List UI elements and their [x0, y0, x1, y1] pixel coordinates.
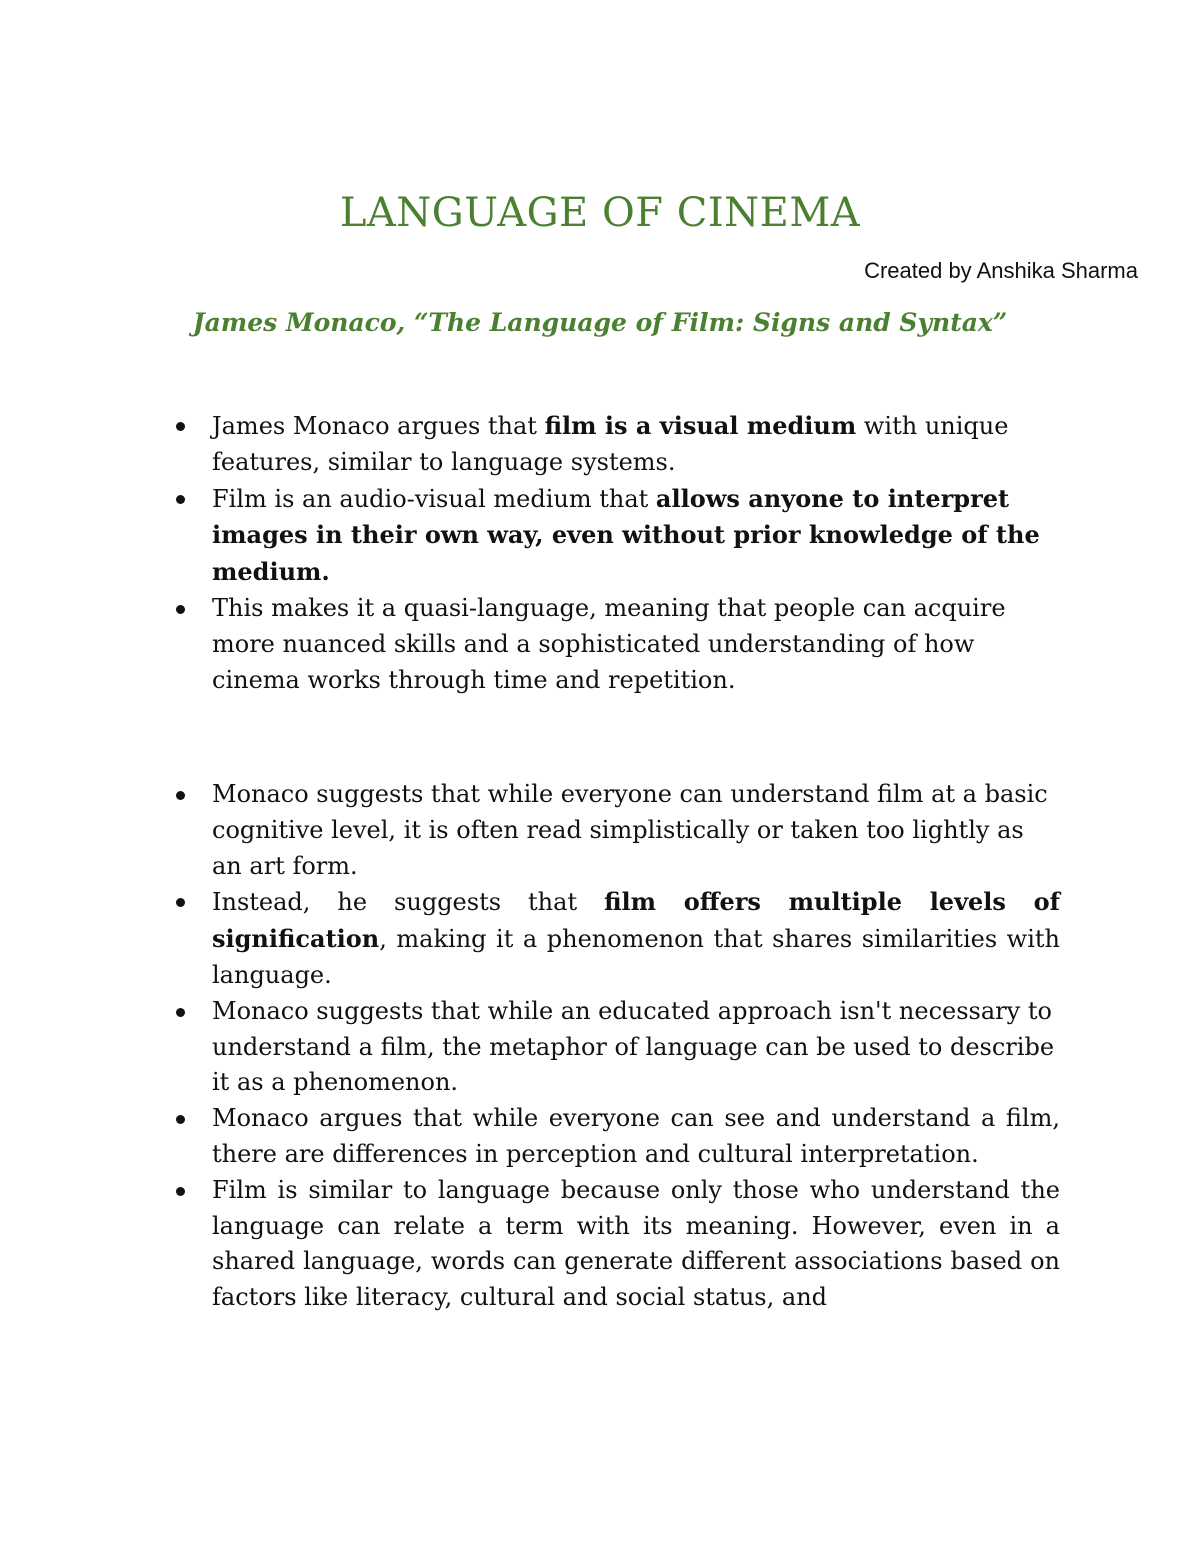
bullet-marker [176, 1008, 185, 1017]
bullet-marker [176, 495, 185, 504]
body-text: Monaco suggests that while everyone can understand film at a basic cognitive level, it is often read simplistically or taken too lightly as an art form. [212, 780, 1048, 880]
bullet-item [212, 994, 1060, 1101]
bullet-item [212, 591, 1060, 698]
bullet-marker [176, 422, 185, 431]
bold-text: allows anyone to interpret images in their own way, even without prior knowledge of the medium. [212, 483, 1040, 587]
section-subtitle: James Monaco, “The Language of Film: Signs and Syntax” [192, 308, 1008, 337]
body-text: James Monaco argues that [212, 412, 545, 440]
bold-text: film offers multiple levels of signification [212, 887, 1060, 954]
body-text: Monaco suggests that while an educated approach isn't necessary to understand a film, the metaphor of language can be used to describe it as a phenomenon. [212, 996, 1055, 1097]
bullet-list-main [212, 777, 1060, 1316]
bullet-item [212, 777, 1060, 884]
bold-text: film is a visual medium [544, 411, 857, 440]
body-text: Monaco argues that while everyone can see and understand a film, there are differences in perception and cultural interpretation. [212, 1104, 1060, 1168]
body-text: Instead, he suggests that [212, 888, 605, 917]
bullet-item [212, 884, 1060, 993]
page-title: LANGUAGE OF CINEMA [339, 190, 861, 236]
body-text: This makes it a quasi-language, meaning that people can acquire more nuanced skills and a sophisticated understanding of how cinema works through time and repetition. [212, 593, 1006, 694]
body-text: with unique features, similar to language systems. [212, 412, 1009, 476]
bullet-item [212, 1101, 1060, 1173]
author-credit: Created by Anshika Sharma [864, 258, 1138, 283]
bullet-marker [176, 791, 185, 800]
body-text: Film is similar to language because only those who understand the language can relate a term with its meaning. However, even in a shared language, words can generate different associations based on factors like literacy, cultural and social status, and [212, 1175, 1060, 1312]
bullet-list-intro [212, 408, 1060, 698]
bullet-item [212, 481, 1060, 591]
bullet-marker [176, 1115, 185, 1124]
bullet-marker [176, 1187, 185, 1196]
body-text: , making it a phenomenon that shares similarities with language. [212, 925, 1060, 989]
body-text: Film is an audio-visual medium that [212, 484, 656, 513]
bullet-marker [176, 605, 185, 614]
bullet-marker [176, 898, 185, 907]
bullet-item [212, 1173, 1060, 1316]
bullet-item [212, 408, 1060, 481]
